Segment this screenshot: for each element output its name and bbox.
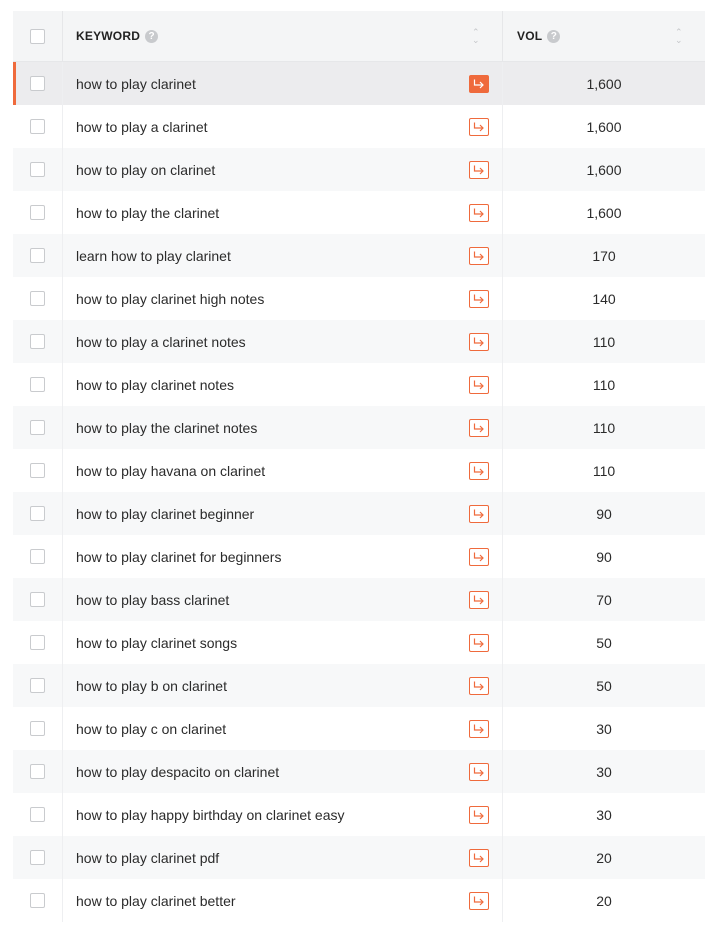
table-row[interactable] xyxy=(13,277,705,320)
open-keyword-button[interactable] xyxy=(469,591,489,609)
volume-value: 30 xyxy=(596,763,612,780)
volume-value: 140 xyxy=(592,290,616,307)
row-checkbox-cell xyxy=(13,363,62,406)
column-divider xyxy=(62,62,63,105)
open-keyword-button[interactable] xyxy=(469,376,489,394)
keyword-text[interactable]: how to play on clarinet xyxy=(76,161,216,178)
table-row[interactable] xyxy=(13,535,705,578)
table-header xyxy=(13,11,705,62)
table-row[interactable] xyxy=(13,105,705,148)
table-row[interactable] xyxy=(13,406,705,449)
redirect-arrow-icon xyxy=(473,681,485,691)
table-row[interactable] xyxy=(13,707,705,750)
open-keyword-cell xyxy=(468,406,490,449)
select-all-checkbox[interactable] xyxy=(30,29,45,44)
volume-value: 1,600 xyxy=(586,75,622,92)
row-checkbox-cell xyxy=(13,793,62,836)
keyword-text[interactable]: how to play the clarinet notes xyxy=(76,419,258,436)
open-keyword-cell xyxy=(468,492,490,535)
open-keyword-cell xyxy=(468,664,490,707)
column-divider xyxy=(62,277,63,320)
open-keyword-cell xyxy=(468,535,490,578)
open-keyword-button[interactable] xyxy=(469,75,489,93)
help-icon[interactable]: ? xyxy=(547,30,560,43)
table-row[interactable] xyxy=(13,363,705,406)
open-keyword-button[interactable] xyxy=(469,806,489,824)
volume-value: 1,600 xyxy=(586,204,622,221)
open-keyword-button[interactable] xyxy=(469,849,489,867)
open-keyword-button[interactable] xyxy=(469,247,489,265)
table-row[interactable] xyxy=(13,62,705,105)
column-divider xyxy=(62,234,63,277)
open-keyword-button[interactable] xyxy=(469,763,489,781)
row-checkbox[interactable] xyxy=(30,635,45,650)
row-checkbox-cell xyxy=(13,320,62,363)
keyword-text[interactable]: how to play a clarinet notes xyxy=(76,333,246,350)
row-checkbox[interactable] xyxy=(30,463,45,478)
redirect-arrow-icon xyxy=(473,810,485,820)
redirect-arrow-icon xyxy=(473,552,485,562)
open-keyword-button[interactable] xyxy=(469,634,489,652)
row-checkbox[interactable] xyxy=(30,162,45,177)
volume-value: 50 xyxy=(596,677,612,694)
redirect-arrow-icon xyxy=(473,896,485,906)
volume-value: 170 xyxy=(592,247,616,264)
open-keyword-cell xyxy=(468,707,490,750)
row-checkbox-cell xyxy=(13,62,62,105)
open-keyword-button[interactable] xyxy=(469,204,489,222)
keyword-sort-icon[interactable]: ⌃ ⌄ xyxy=(472,27,480,45)
row-checkbox[interactable] xyxy=(30,76,45,91)
keyword-text[interactable]: how to play clarinet better xyxy=(76,892,236,909)
row-checkbox-cell xyxy=(13,879,62,922)
keyword-text[interactable]: how to play c on clarinet xyxy=(76,720,227,737)
open-keyword-button[interactable] xyxy=(469,118,489,136)
keyword-text[interactable]: how to play b on clarinet xyxy=(76,677,227,694)
row-checkbox-cell xyxy=(13,277,62,320)
volume-value: 90 xyxy=(596,548,612,565)
row-checkbox-cell xyxy=(13,578,62,621)
table-row[interactable] xyxy=(13,836,705,879)
row-checkbox[interactable] xyxy=(30,248,45,263)
open-keyword-cell xyxy=(468,750,490,793)
table-body xyxy=(13,62,705,922)
table-row[interactable] xyxy=(13,793,705,836)
select-all-cell xyxy=(13,11,62,61)
column-divider xyxy=(62,363,63,406)
row-checkbox[interactable] xyxy=(30,764,45,779)
open-keyword-cell xyxy=(468,320,490,363)
row-checkbox[interactable] xyxy=(30,420,45,435)
row-checkbox[interactable] xyxy=(30,893,45,908)
row-checkbox[interactable] xyxy=(30,678,45,693)
redirect-arrow-icon xyxy=(473,853,485,863)
redirect-arrow-icon xyxy=(473,423,485,433)
row-checkbox-cell xyxy=(13,105,62,148)
column-divider xyxy=(62,836,63,879)
open-keyword-cell xyxy=(468,234,490,277)
help-icon[interactable]: ? xyxy=(145,30,158,43)
row-checkbox-cell xyxy=(13,191,62,234)
redirect-arrow-icon xyxy=(473,509,485,519)
open-keyword-cell xyxy=(468,449,490,492)
table-row[interactable] xyxy=(13,578,705,621)
column-divider xyxy=(62,449,63,492)
open-keyword-cell xyxy=(468,793,490,836)
keyword-text[interactable]: how to play bass clarinet xyxy=(76,591,230,608)
column-divider xyxy=(62,879,63,922)
table-row[interactable] xyxy=(13,750,705,793)
table-row[interactable] xyxy=(13,191,705,234)
table-row[interactable] xyxy=(13,148,705,191)
row-checkbox-cell xyxy=(13,449,62,492)
column-divider xyxy=(62,105,63,148)
open-keyword-button[interactable] xyxy=(469,333,489,351)
redirect-arrow-icon xyxy=(473,595,485,605)
column-divider xyxy=(62,750,63,793)
column-divider xyxy=(62,492,63,535)
open-keyword-button[interactable] xyxy=(469,290,489,308)
volume-value: 110 xyxy=(592,376,616,393)
volume-value: 20 xyxy=(596,849,612,866)
open-keyword-button[interactable] xyxy=(469,419,489,437)
keyword-text[interactable]: how to play clarinet xyxy=(76,75,196,92)
keyword-header-label: KEYWORD xyxy=(76,29,141,43)
open-keyword-button[interactable] xyxy=(469,161,489,179)
volume-value: 110 xyxy=(592,419,616,436)
row-checkbox-cell xyxy=(13,664,62,707)
vol-header-label: VOL xyxy=(517,29,543,43)
row-checkbox-cell xyxy=(13,492,62,535)
column-divider xyxy=(62,621,63,664)
column-divider xyxy=(62,793,63,836)
vol-column-header[interactable] xyxy=(517,11,560,61)
row-checkbox[interactable] xyxy=(30,549,45,564)
open-keyword-cell xyxy=(468,105,490,148)
column-divider xyxy=(62,707,63,750)
row-checkbox-cell xyxy=(13,836,62,879)
row-checkbox-cell xyxy=(13,621,62,664)
keyword-text[interactable]: how to play clarinet for beginners xyxy=(76,548,282,565)
open-keyword-button[interactable] xyxy=(469,677,489,695)
open-keyword-button[interactable] xyxy=(469,462,489,480)
column-divider xyxy=(62,191,63,234)
open-keyword-cell xyxy=(468,62,490,105)
open-keyword-cell xyxy=(468,148,490,191)
column-divider xyxy=(502,11,503,61)
row-checkbox[interactable] xyxy=(30,721,45,736)
row-checkbox-cell xyxy=(13,750,62,793)
volume-value: 90 xyxy=(596,505,612,522)
column-divider xyxy=(62,535,63,578)
table-row[interactable] xyxy=(13,234,705,277)
keyword-text[interactable]: how to play clarinet pdf xyxy=(76,849,220,866)
redirect-arrow-icon xyxy=(473,208,485,218)
volume-value: 50 xyxy=(596,634,612,651)
table-row[interactable] xyxy=(13,320,705,363)
volume-value: 1,600 xyxy=(586,161,622,178)
row-checkbox-cell xyxy=(13,535,62,578)
table-row[interactable] xyxy=(13,879,705,922)
redirect-arrow-icon xyxy=(473,466,485,476)
open-keyword-button[interactable] xyxy=(469,505,489,523)
column-divider xyxy=(62,11,63,61)
volume-value: 70 xyxy=(596,591,612,608)
keyword-text[interactable]: how to play clarinet beginner xyxy=(76,505,255,522)
volume-value: 110 xyxy=(592,462,616,479)
row-checkbox[interactable] xyxy=(30,807,45,822)
row-checkbox-cell xyxy=(13,406,62,449)
column-divider xyxy=(62,320,63,363)
open-keyword-cell xyxy=(468,879,490,922)
row-checkbox[interactable] xyxy=(30,592,45,607)
open-keyword-button[interactable] xyxy=(469,720,489,738)
open-keyword-cell xyxy=(468,836,490,879)
keyword-text[interactable]: how to play clarinet songs xyxy=(76,634,238,651)
row-checkbox[interactable] xyxy=(30,205,45,220)
row-checkbox[interactable] xyxy=(30,291,45,306)
keyword-text[interactable]: how to play despacito on clarinet xyxy=(76,763,280,780)
open-keyword-button[interactable] xyxy=(469,892,489,910)
vol-sort-icon[interactable]: ⌃ ⌄ xyxy=(675,27,683,45)
volume-value: 1,600 xyxy=(586,118,622,135)
column-divider xyxy=(62,664,63,707)
open-keyword-cell xyxy=(468,191,490,234)
open-keyword-cell xyxy=(468,277,490,320)
open-keyword-button[interactable] xyxy=(469,548,489,566)
volume-value: 30 xyxy=(596,806,612,823)
redirect-arrow-icon xyxy=(473,337,485,347)
redirect-arrow-icon xyxy=(473,638,485,648)
redirect-arrow-icon xyxy=(473,724,485,734)
keyword-text[interactable]: how to play the clarinet xyxy=(76,204,220,221)
column-divider xyxy=(62,148,63,191)
open-keyword-cell xyxy=(468,578,490,621)
redirect-arrow-icon xyxy=(473,165,485,175)
column-divider xyxy=(62,406,63,449)
row-checkbox-cell xyxy=(13,234,62,277)
row-checkbox[interactable] xyxy=(30,377,45,392)
volume-value: 110 xyxy=(592,333,616,350)
column-divider xyxy=(62,578,63,621)
table-row[interactable] xyxy=(13,621,705,664)
keyword-text[interactable]: how to play clarinet high notes xyxy=(76,290,265,307)
keyword-text[interactable]: how to play havana on clarinet xyxy=(76,462,266,479)
keyword-text[interactable]: how to play happy birthday on clarinet easy xyxy=(76,806,345,823)
keyword-text[interactable]: how to play a clarinet xyxy=(76,118,208,135)
redirect-arrow-icon xyxy=(473,294,485,304)
row-checkbox-cell xyxy=(13,707,62,750)
redirect-arrow-icon xyxy=(473,767,485,777)
open-keyword-cell xyxy=(468,621,490,664)
redirect-arrow-icon xyxy=(473,79,485,89)
keyword-text[interactable]: learn how to play clarinet xyxy=(76,247,231,264)
volume-value: 30 xyxy=(596,720,612,737)
table-row[interactable] xyxy=(13,492,705,535)
table-row[interactable] xyxy=(13,664,705,707)
table-row[interactable] xyxy=(13,449,705,492)
keyword-column-header[interactable] xyxy=(76,11,158,61)
row-checkbox[interactable] xyxy=(30,119,45,134)
row-checkbox[interactable] xyxy=(30,506,45,521)
redirect-arrow-icon xyxy=(473,380,485,390)
row-checkbox[interactable] xyxy=(30,334,45,349)
redirect-arrow-icon xyxy=(473,122,485,132)
row-checkbox-cell xyxy=(13,148,62,191)
redirect-arrow-icon xyxy=(473,251,485,261)
keyword-text[interactable]: how to play clarinet notes xyxy=(76,376,234,393)
keyword-table xyxy=(13,11,705,922)
volume-value: 20 xyxy=(596,892,612,909)
open-keyword-cell xyxy=(468,363,490,406)
row-checkbox[interactable] xyxy=(30,850,45,865)
